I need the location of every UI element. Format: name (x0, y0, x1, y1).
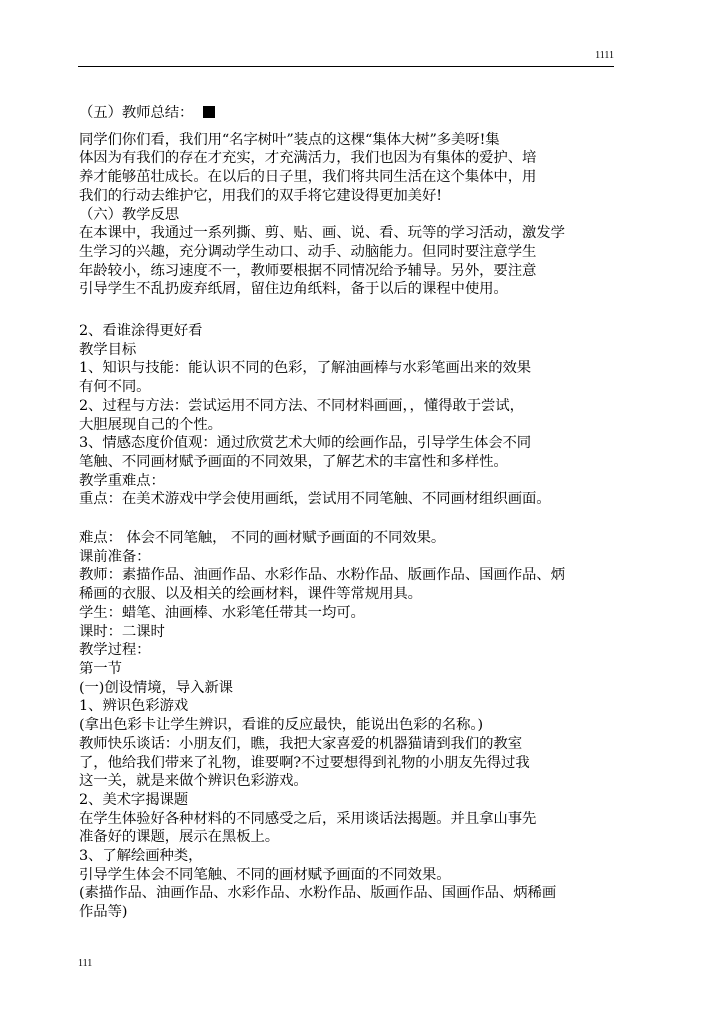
text-line: 教学目标 (79, 341, 137, 358)
text-line: 大胆展现自己的个性。 (79, 416, 222, 433)
lesson2-process (79, 529, 639, 922)
text-line: 有何不同。 (79, 379, 151, 396)
summary-title-text: （五）教师总结： (79, 105, 194, 121)
text-line: 在学生体验好各种材料的不同感受之后，采用谈话法揭题。并且拿山事先 (79, 810, 537, 827)
text-line: (一)创设情境，导入新课 (79, 679, 233, 696)
header-page-number: 1111 (595, 50, 614, 61)
summary-title (79, 104, 639, 123)
text-line: 体因为有我们的存在才充实，才充满活力，我们也因为有集体的爱护、培 (79, 150, 537, 167)
text-line: 难点： 体会不同笔触， 不同的画材赋予画面的不同效果。 (79, 530, 446, 547)
spacer (79, 509, 639, 529)
text-line: 教师快乐谈话：小朋友们，瞧，我把大家喜爱的机器猫请到我们的教室 (79, 735, 523, 752)
text-line: 我们的行动去维护它，用我们的双手将它建设得更加美好! (79, 187, 442, 204)
text-line: 养才能够茁壮成长。在以后的日子里，我们将共同生活在这个集体中，用 (79, 169, 537, 186)
spacer (79, 299, 639, 322)
reflection-paragraph (79, 224, 639, 299)
text-line: 1、辨识色彩游戏 (79, 698, 189, 715)
text-line: 3、了解绘画种类， (79, 848, 203, 865)
text-line: 2、看谁涂得更好看 (79, 323, 203, 340)
text-line: 课前准备： (79, 548, 151, 565)
header-rule (78, 66, 614, 67)
text-line: 2、美术字揭课题 (79, 791, 189, 808)
text-line: 引导学生体会不同笔触、不同的画材赋予画面的不同效果。 (79, 866, 451, 883)
text-line: 生学习的兴趣，充分调动学生动口、动手、动脑能力。但同时要注意学生 (79, 243, 537, 260)
text-line: 同学们你们看，我们用“名字树叶”装点的这棵“集体大树”多美呀!集 (79, 131, 500, 148)
text-line: 课时：二课时 (79, 623, 165, 640)
text-line: 在本课中，我通过一系列撕、剪、贴、画、说、看、玩等的学习活动，激发学 (79, 225, 565, 242)
text-line: 教学过程： (79, 642, 151, 659)
black-square-icon (203, 106, 215, 118)
summary-paragraph (79, 131, 639, 206)
text-line: 作品等) (79, 904, 128, 921)
text-line: 2、过程与方法：尝试运用不同方法、不同材料画画，，懂得敢于尝试， (79, 397, 524, 414)
text-line: 1、知识与技能：能认识不同的色彩，了解油画棒与水彩笔画出来的效果 (79, 360, 532, 377)
text-line: (素描作品、油画作品、水彩作品、水粉作品、版画作品、国画作品、炳稀画 (79, 885, 557, 902)
reflection-title: （六）教学反思 (79, 206, 180, 223)
text-line: 教师：素描作品、油画作品、水彩作品、水粉作品、版画作品、国画作品、炳 (79, 567, 565, 584)
text-line: (拿出色彩卡让学生辨识，看谁的反应最快，能说出色彩的名称。) (79, 717, 483, 734)
text-line: 了，他给我们带来了礼物，谁要啊?不过要想得到礼物的小朋友先得过我 (79, 754, 530, 771)
lesson2-goals (79, 322, 639, 509)
text-line: 第一节 (79, 660, 122, 677)
text-line: 学生：蜡笔、油画棒、水彩笔任带其一均可。 (79, 604, 365, 621)
document-body (79, 104, 639, 922)
text-line: 重点：在美术游戏中学会使用画纸，尝试用不同笔触、不同画材组织画面。 (79, 491, 551, 508)
text-line: 笔触、不同画材赋予画面的不同效果，了解艺术的丰富性和多样性。 (79, 453, 508, 470)
spacer (79, 123, 639, 131)
text-line: 这一关，就是来做个辨识色彩游戏。 (79, 773, 308, 790)
text-line: 稀画的衣服、以及相关的绘画材料，课件等常规用具。 (79, 586, 422, 603)
text-line: 3、情感态度价值观：通过欣赏艺术大师的绘画作品，引导学生体会不同 (79, 435, 532, 452)
text-line: 教学重难点： (79, 472, 165, 489)
text-line: 引导学生不乱扔废弃纸屑，留住边角纸料，备于以后的课程中使用。 (79, 281, 508, 298)
text-line: 准备好的课题，展示在黑板上。 (79, 829, 280, 846)
text-line: 年龄较小，练习速度不一，教师要根据不同情况给予辅导。另外，要注意 (79, 262, 537, 279)
footer-page-number: 111 (78, 958, 93, 969)
